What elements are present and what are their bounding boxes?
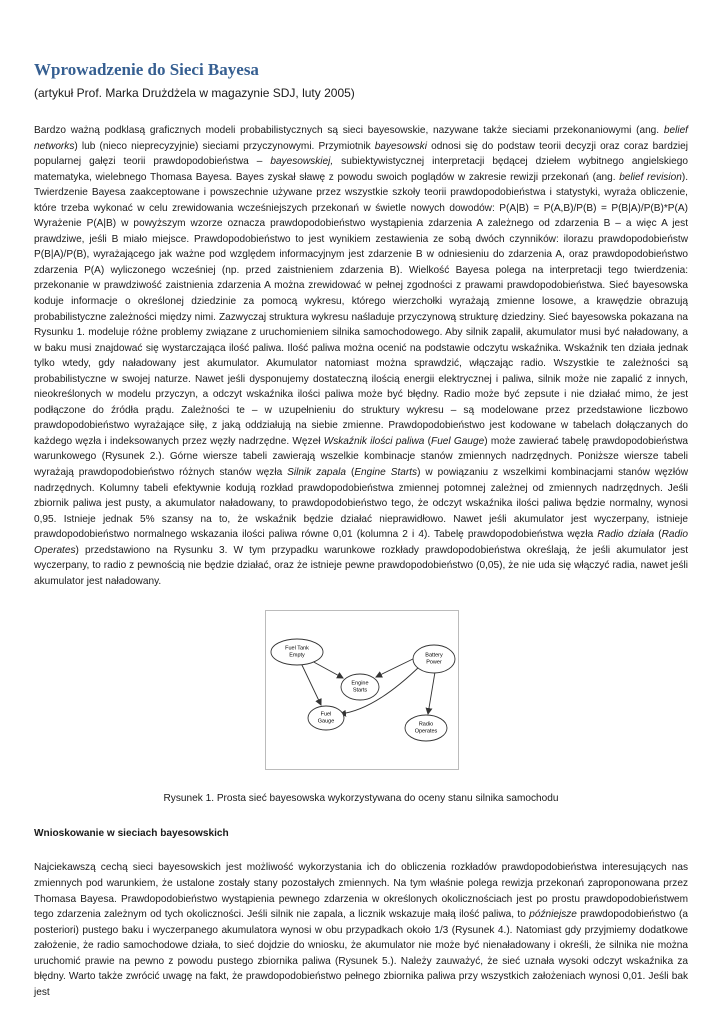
svg-text:Battery: Battery <box>425 652 443 659</box>
svg-text:Gauge: Gauge <box>317 718 335 725</box>
page-title: Wprowadzenie do Sieci Bayesa <box>34 60 259 79</box>
inference-paragraph: Najciekawszą cechą sieci bayesowskich jest możliwość wykorzystania ich do obliczenia rozkładów prawdopodobieństwa interesujących nas zmiennych pod warunkiem, że ustalone zostały stany pozostałych zmiennych. Na tym właśnie polega rewizja przekonań zaproponowana przez Thomasa Bayesa. Prawdopodobieństwo wystąpienia pewnego zdarzenia w określonych okolicznościach jest po prostu prawdopodobieństwem tego zdarzenia zależnym od tych okoliczności. Jeśli silnik nie zapala, a licznik wskazuje małą ilość paliwa, to późniejsze prawdopodobieństwo (a posteriori) pustego baku i wyczerpanego akumulatora wynosi w obu przypadkach około 1/3 (Rysunek 4.). Natomiast gdy przyjmiemy dodatkowe założenie, że radio samochodowe działa, to sieć dojdzie do wniosku, że akumulator nie może być nienaładowany i określi, że silnika nie można uruchomić prawie na pewno z powodu pustego zbiornika paliwa (Rysunek 5.). Należy zauważyć, że sieć uznała wysoki odczyt wskaźnika za błędny. Warto także zwrócić uwagę na fakt, że prawdopodobieństwo pełnego zbiornika paliwa przy wszystkich założeniach wynosi 0,01. Jeśli bak jest <box>34 862 689 998</box>
svg-text:Starts: Starts <box>352 687 368 694</box>
node-engine-starts <box>341 674 379 700</box>
svg-text:Engine: Engine <box>351 680 369 687</box>
page-subtitle: (artykuł Prof. Marka Drużdżela w magazynie SDJ, luty 2005) <box>34 86 355 100</box>
bayesian-network-figure <box>34 610 688 770</box>
svg-text:Power: Power <box>426 659 442 666</box>
node-fuel-gauge <box>308 706 344 730</box>
node-radio-operates <box>405 715 447 741</box>
node-fuel-tank-empty <box>271 639 323 665</box>
network-diagram <box>265 610 459 770</box>
figure-caption: Rysunek 1. Prosta sieć bayesowska wykorzystywana do oceny stanu silnika samochodu <box>163 793 559 805</box>
section-heading: Wnioskowanie w sieciach bayesowskich <box>34 828 229 840</box>
svg-text:Empty: Empty <box>289 652 305 659</box>
document-page <box>34 60 688 1000</box>
intro-paragraph: Bardzo ważną podklasą graficznych modeli probabilistycznych są sieci bayesowskie, nazywane także sieciami przekonaniowymi (ang. belief networks) lub (nieco nieprecyzyjnie) sieciami przyczynowymi. Przymiotnik bayesowski odnosi się do podstaw teorii decyzji oraz coraz bardziej popularnej gałęzi teorii prawdopodobieństwa – bayesowskiej, subiektywistycznej interpretacji będącej dziełem wybitnego angielskiego matematyka, wielebnego Thomasa Bayesa. Bayes zyskał sławę z powodu swoich poglądów w zakresie rewizji przekonań (ang. belief revision). Twierdzenie Bayesa zaakceptowane i powszechnie używane przez wszystkie szkoły teorii prawdopodobieństwa i statystyki, wyraża obliczenie, które trzeba wykonać w celu zrewidowania wcześniejszych przekonań w świetle nowych dowodów: P(A|B) = P(A,B)/P(B) = P(B|A)/P(B)*P(A) Wyrażenie P(A|B) w powyższym wzorze oznacza prawdopodobieństwo wystąpienia zdarzenia A zależnego od zdarzenia B – a więc A jest prawdziwe, jeśli B miało miejsce. Prawdopodobieństwo to jest wynikiem zestawienia ze sobą dwóch czynników: ilorazu prawdopodobieństw P(B|A)/P(B), wyrażającego jak ważne pod względem informacyjnym jest zdarzenie B w odniesieniu do zdarzenia A, oraz prawdopodobieństwo zdarzenia P(A) wyliczonego wcześniej (np. przed zaistnieniem zdarzenia B). Wielkość Bayesa polega na interpretacji tego twierdzenia: przekonanie w prawdziwość zaistnienia zdarzenia A można zrewidować w pełnej zgodności z prawami prawdopodobieństwa. Sieć bayesowska koduje informacje o określonej dziedzinie za pomocą wykresu, którego wierzchołki wyrażają zmienne losowe, a krawędzie obrazują probabilistyczne zależności między nimi. Zazwyczaj struktura wykresu naśladuje przyczynową strukturę dziedziny. Sieć bayesowska pokazana na Rysunku 1. modeluje różne problemy związane z uruchomieniem silnika samochodowego. Aby silnik zapalił, akumulator musi być naładowany, a w baku musi znajdować się wystarczająca ilość paliwa. Ilość paliwa można ocenić na podstawie odczytu wskaźnika. Wskaźnik ten działa jednak tylko wtedy, gdy naładowany jest akumulator. Akumulator natomiast można sprawdzić, włączając radio. Wszystkie te zależności są probabilistyczne w swojej naturze. Nawet jeśli dysponujemy dostateczną ilością energii elektrycznej i paliwa, silnik może nie zapalić z innych, nieokreślonych w modelu przyczyn, a odczyt wskaźnika ilości paliwa może być błędny. Radio może być zepsute i nie działać mimo, że jest podłączone do źródła prądu. Zależności te – w uzupełnieniu do struktury wykresu – są modelowane przez przedstawione liczbowo prawdopodobieństwo wyrażające siłę, z jaką oddziałują na siebie zmienne. Prawdopodobieństwo jest kodowane w tabelach dołączanych do każdego węzła i indeksowanych przez węzły nadrzędne. Węzeł Wskaźnik ilości paliwa (Fuel Gauge) może zawierać tabelę prawdopodobieństwa warunkowego (Rysunek 2.). Górne wiersze tabeli zawierają wszelkie kombinacje stanów zmiennych nadrzędnych. Poniższe wiersze tabeli wyrażają prawdopodobieństwo różnych stanów węzła Silnik zapala (Engine Starts) w powiązaniu z wszelkimi kombinacjami stanów węzłów nadrzędnych. Kolumny tabeli efektywnie kodują rozkład prawdopodobieństwa zmiennej potomnej zależnej od zmiennych nadrzędnych. Jeśli zbiornik paliwa jest pusty, a akumulator naładowany, to prawdopodobieństwo tego, że odczyt wskaźnika ilości paliwa będzie normalny, wynosi 0,95. Istnieje jednak 5% szansy na to, że wskaźnik będzie działać nieprawidłowo. Nawet jeśli akumulator jest wyczerpany, istnieje prawdopodobieństwo normalnego wskazania ilości paliwa równe 0,01 (kolumna 2 i 4). Tabelę prawdopodobieństwa węzła Radio działa (Radio Operates) przedstawiono na Rysunku 3. W tym przypadku warunkowe rozkłady prawdopodobieństwa określają, że jeśli akumulator jest wyczerpany, to radio z pewnością nie będzie działać, oraz że istnieje pewne prawdopodobieństwo (0,05), że nie uda się włączyć radia, nawet jeśli akumulator jest naładowany. <box>34 125 688 587</box>
node-battery-power <box>413 645 455 673</box>
svg-text:Fuel: Fuel <box>320 711 332 718</box>
svg-text:Operates: Operates <box>414 728 438 735</box>
svg-text:Fuel Tank: Fuel Tank <box>285 645 309 652</box>
svg-text:Radio: Radio <box>418 721 434 728</box>
